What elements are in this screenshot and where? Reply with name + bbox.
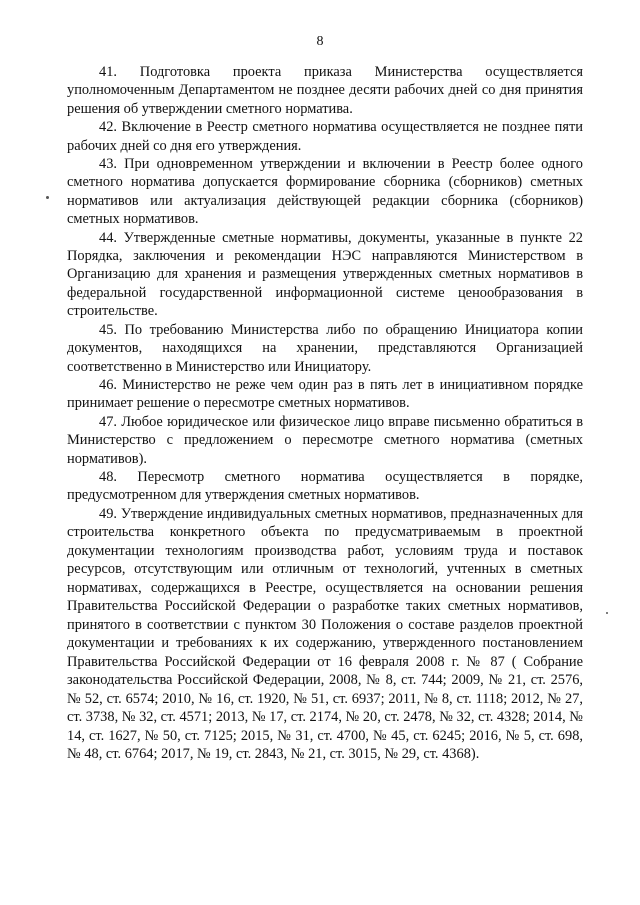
document-body bbox=[67, 63, 583, 764]
paragraph-47: 47. Любое юридическое или физическое лицо вправе письменно обратиться в Министерство с предложением о пересмотре сметного норматива (сметных нормативов). bbox=[67, 413, 583, 467]
paragraph-43: 43. При одновременном утверждении и включении в Реестр более одного сметного норматива допускается формирование сборника (сборников) сметных нормативов или актуализация действующей редакции сборника (сборников) сметных нормативов. bbox=[67, 156, 583, 228]
paragraph-48: 48. Пересмотр сметного норматива осуществляется в порядке, предусмотренном для утверждения сметных нормативов. bbox=[67, 468, 583, 504]
page-number: 8 bbox=[316, 34, 324, 49]
paragraph-41: 41. Подготовка проекта приказа Министерства осуществляется уполномоченным Департаментом не позднее десяти рабочих дней со дня принятия решения об утверждении сметного норматива. bbox=[67, 64, 583, 117]
scan-speck bbox=[46, 196, 49, 199]
scan-speck bbox=[606, 612, 608, 614]
paragraph-49: 49. Утверждение индивидуальных сметных нормативов, предназначенных для строительства конкретного объекта по предусматриваемым в проектной документации технологиям производства работ, условиям труда и поставок ресурсов, отсутствующим или отличным от технологий, учтенных в сметных нормативах, содержащихся в Реестре, осуществляется на основании решения Правительства Российской Федерации о разработке таких сметных нормативов, принятого в соответствии с пунктом 30 Положения о составе разделов проектной документации и требованиях к их содержанию, утвержденного постановлением Правительства Российской Федерации от 16 февраля 2008 г. № 87 ( Собрание законодательства Российской Федерации, 2008, № 8, ст. 744; 2009, № 21, ст. 2576, № 52, ст. 6574; 2010, № 16, ст. 1920, № 51, ст. 6937; 2011, № 8, ст. 1118; 2012, № 27, ст. 3738, № 32, ст. 4571; 2013, № 17, ст. 2174, № 20, ст. 2478, № 32, ст. 4328; 2014, № 14, ст. 1627, № 50, ст. 7125; 2015, № 31, ст. 4700, № 45, ст. 6245; 2016, № 5, ст. 698, № 48, ст. 6764; 2017, № 19, ст. 2843, № 21, ст. 3015, № 29, ст. 4368). bbox=[67, 505, 583, 763]
paragraph-45: 45. По требованию Министерства либо по обращению Инициатора копии документов, находящихся на хранении, представляются Организацией соответственно в Министерство или Инициатору. bbox=[67, 321, 583, 375]
paragraph-46: 46. Министерство не реже чем один раз в пять лет в инициативном порядке принимает решение о пересмотре сметных нормативов. bbox=[67, 376, 583, 412]
paragraph-42: 42. Включение в Реестр сметного норматива осуществляется не позднее пяти рабочих дней со дня его утверждения. bbox=[67, 119, 583, 154]
paragraph-44: 44. Утвержденные сметные нормативы, документы, указанные в пункте 22 Порядка, заключения и рекомендации НЭС направляются Министерством в Организацию для хранения и размещения утвержденных сметных нормативов в федеральной государственной информационной системе ценообразования в строительстве. bbox=[67, 229, 583, 320]
